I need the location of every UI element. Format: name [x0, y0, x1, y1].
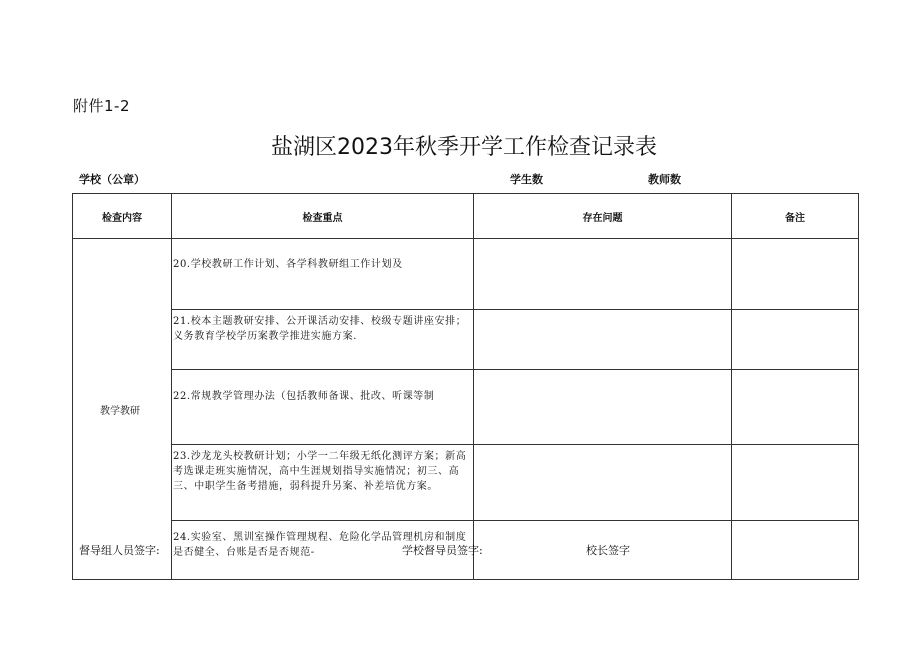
remark-cell[interactable] [732, 370, 859, 445]
header-remarks: 备注 [732, 194, 859, 239]
remark-cell[interactable] [732, 310, 859, 370]
table-header-row [73, 194, 859, 239]
inspection-record-table [72, 193, 859, 580]
issue-cell[interactable] [474, 370, 732, 445]
category-cell: 教学教研 [73, 239, 172, 580]
table-row [73, 370, 859, 445]
header-check-focus: 检查重点 [172, 194, 474, 239]
page-title: 盐湖区2023年秋季开学工作检查记录表 [271, 135, 657, 160]
issue-cell[interactable] [474, 310, 732, 370]
inspector-signature-label: 督导组人员签字: [79, 544, 160, 557]
issue-cell[interactable] [474, 239, 732, 310]
school-seal-label: 学校（公章） [79, 173, 145, 186]
teacher-count-label: 教师数 [648, 173, 681, 186]
header-check-content: 检查内容 [73, 194, 172, 239]
table-row [73, 445, 859, 521]
remark-cell[interactable] [732, 445, 859, 521]
remark-cell[interactable] [732, 239, 859, 310]
school-supervisor-signature-label: 学校督导员签字: [402, 544, 483, 557]
focus-cell: 22.常规教学管理办法（包括教师备课、批改、听课等制 [172, 370, 474, 445]
focus-cell: 24.实验室、黑训室操作管理规程、危险化学品管理机房和制度是否健全、台账是否是否规范- [172, 521, 474, 580]
header-existing-issues: 存在问题 [474, 194, 732, 239]
focus-cell: 20.学校教研工作计划、各学科教研组工作计划及 [172, 239, 474, 310]
table-row [73, 310, 859, 370]
table-row [73, 239, 859, 310]
focus-cell: 23.沙龙龙头校教研计划；小学一二年级无纸化测评方案；新高考选课走班实施情况，高中生涯规划指导实施情况；初三、高三、中职学生备考措施，弱科提升另案、补差培优方案。 [172, 445, 474, 521]
attachment-label: 附件1-2 [73, 97, 130, 115]
principal-signature-label: 校长签字 [586, 544, 630, 557]
issue-cell[interactable] [474, 445, 732, 521]
remark-cell[interactable] [732, 521, 859, 580]
focus-cell: 21.校本主题教研安排、公开课活动安排、校级专题讲座安排；义务教育学校学历案教学推进实施方案. [172, 310, 474, 370]
student-count-label: 学生数 [510, 173, 543, 186]
